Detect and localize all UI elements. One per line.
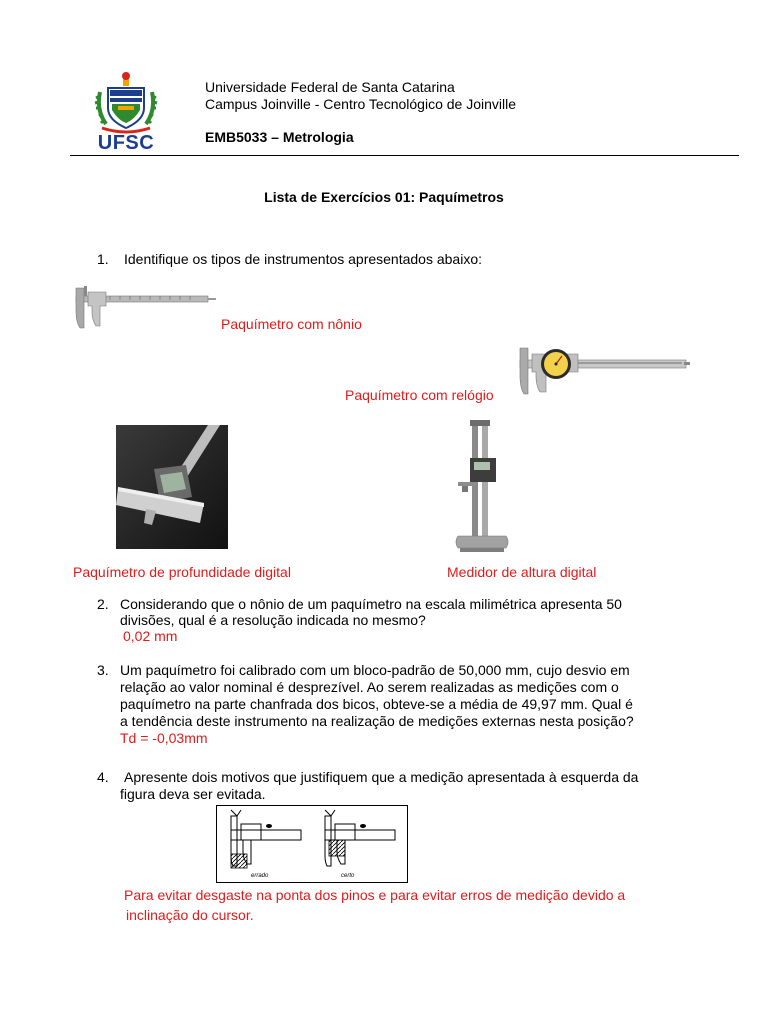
course-code: EMB5033 – Metrologia: [205, 129, 354, 145]
q2-number: 2.: [97, 596, 109, 612]
q4-line1: Apresente dois motivos que justifiquem que a medição apresentada à esquerda da: [124, 769, 639, 785]
logo-text: UFSC: [97, 132, 155, 154]
q3-line4: a tendência deste instrumento na realização de medições externas nesta posição?: [120, 713, 634, 729]
q1-answer-dial: Paquímetro com relógio: [345, 387, 494, 403]
q3-answer: Td = -0,03mm: [120, 730, 208, 746]
page-title: Lista de Exercícios 01: Paquímetros: [264, 189, 504, 205]
q3-number: 3.: [97, 662, 109, 678]
q3-line2: relação ao valor nominal é desprezível. Ao serem realizadas as medições com o: [120, 679, 619, 695]
ufsc-logo: [94, 70, 158, 154]
university-name: Universidade Federal de Santa Catarina: [205, 79, 455, 95]
q4-number: 4.: [97, 769, 109, 785]
fig-label-wrong: errado: [251, 873, 269, 879]
campus-name: Campus Joinville - Centro Tecnológico de Joinville: [205, 96, 517, 112]
q2-line1: Considerando que o nônio de um paquímetro na escala milimétrica apresenta 50: [120, 596, 622, 612]
depth-gauge-image: [116, 425, 228, 549]
q1-answer-height: Medidor de altura digital: [447, 564, 597, 580]
q4-line2: figura deva ser evitada.: [120, 786, 266, 802]
header-divider: [70, 155, 739, 156]
height-gauge-image: [452, 418, 524, 554]
q4-answer-line2: inclinação do cursor.: [126, 907, 254, 923]
dial-caliper-image: [512, 342, 692, 398]
q3-line3: paquímetro na parte chanfrada dos bicos, obteve-se a média de 49,97 mm. Qual é: [120, 696, 633, 712]
measurement-figure: [216, 805, 408, 883]
correct-measurement-drawing: [325, 810, 395, 866]
wrong-measurement-drawing: [231, 810, 301, 868]
q1-text: Identifique os tipos de instrumentos apresentados abaixo:: [124, 251, 483, 267]
q1-number: 1.: [97, 251, 109, 267]
q1-answer-depth: Paquímetro de profundidade digital: [73, 564, 291, 580]
q2-line2: divisões, qual é a resolução indicada no mesmo?: [120, 612, 426, 628]
vernier-caliper-image: [70, 282, 220, 330]
q1-answer-vernier: Paquímetro com nônio: [221, 316, 362, 332]
fig-label-correct: certo: [341, 873, 355, 879]
q4-answer-line1: Para evitar desgaste na ponta dos pinos e para evitar erros de medição devido a: [124, 887, 626, 903]
q3-line1: Um paquímetro foi calibrado com um bloco-padrão de 50,000 mm, cujo desvio em: [120, 662, 630, 678]
q2-answer: 0,02 mm: [123, 628, 178, 644]
